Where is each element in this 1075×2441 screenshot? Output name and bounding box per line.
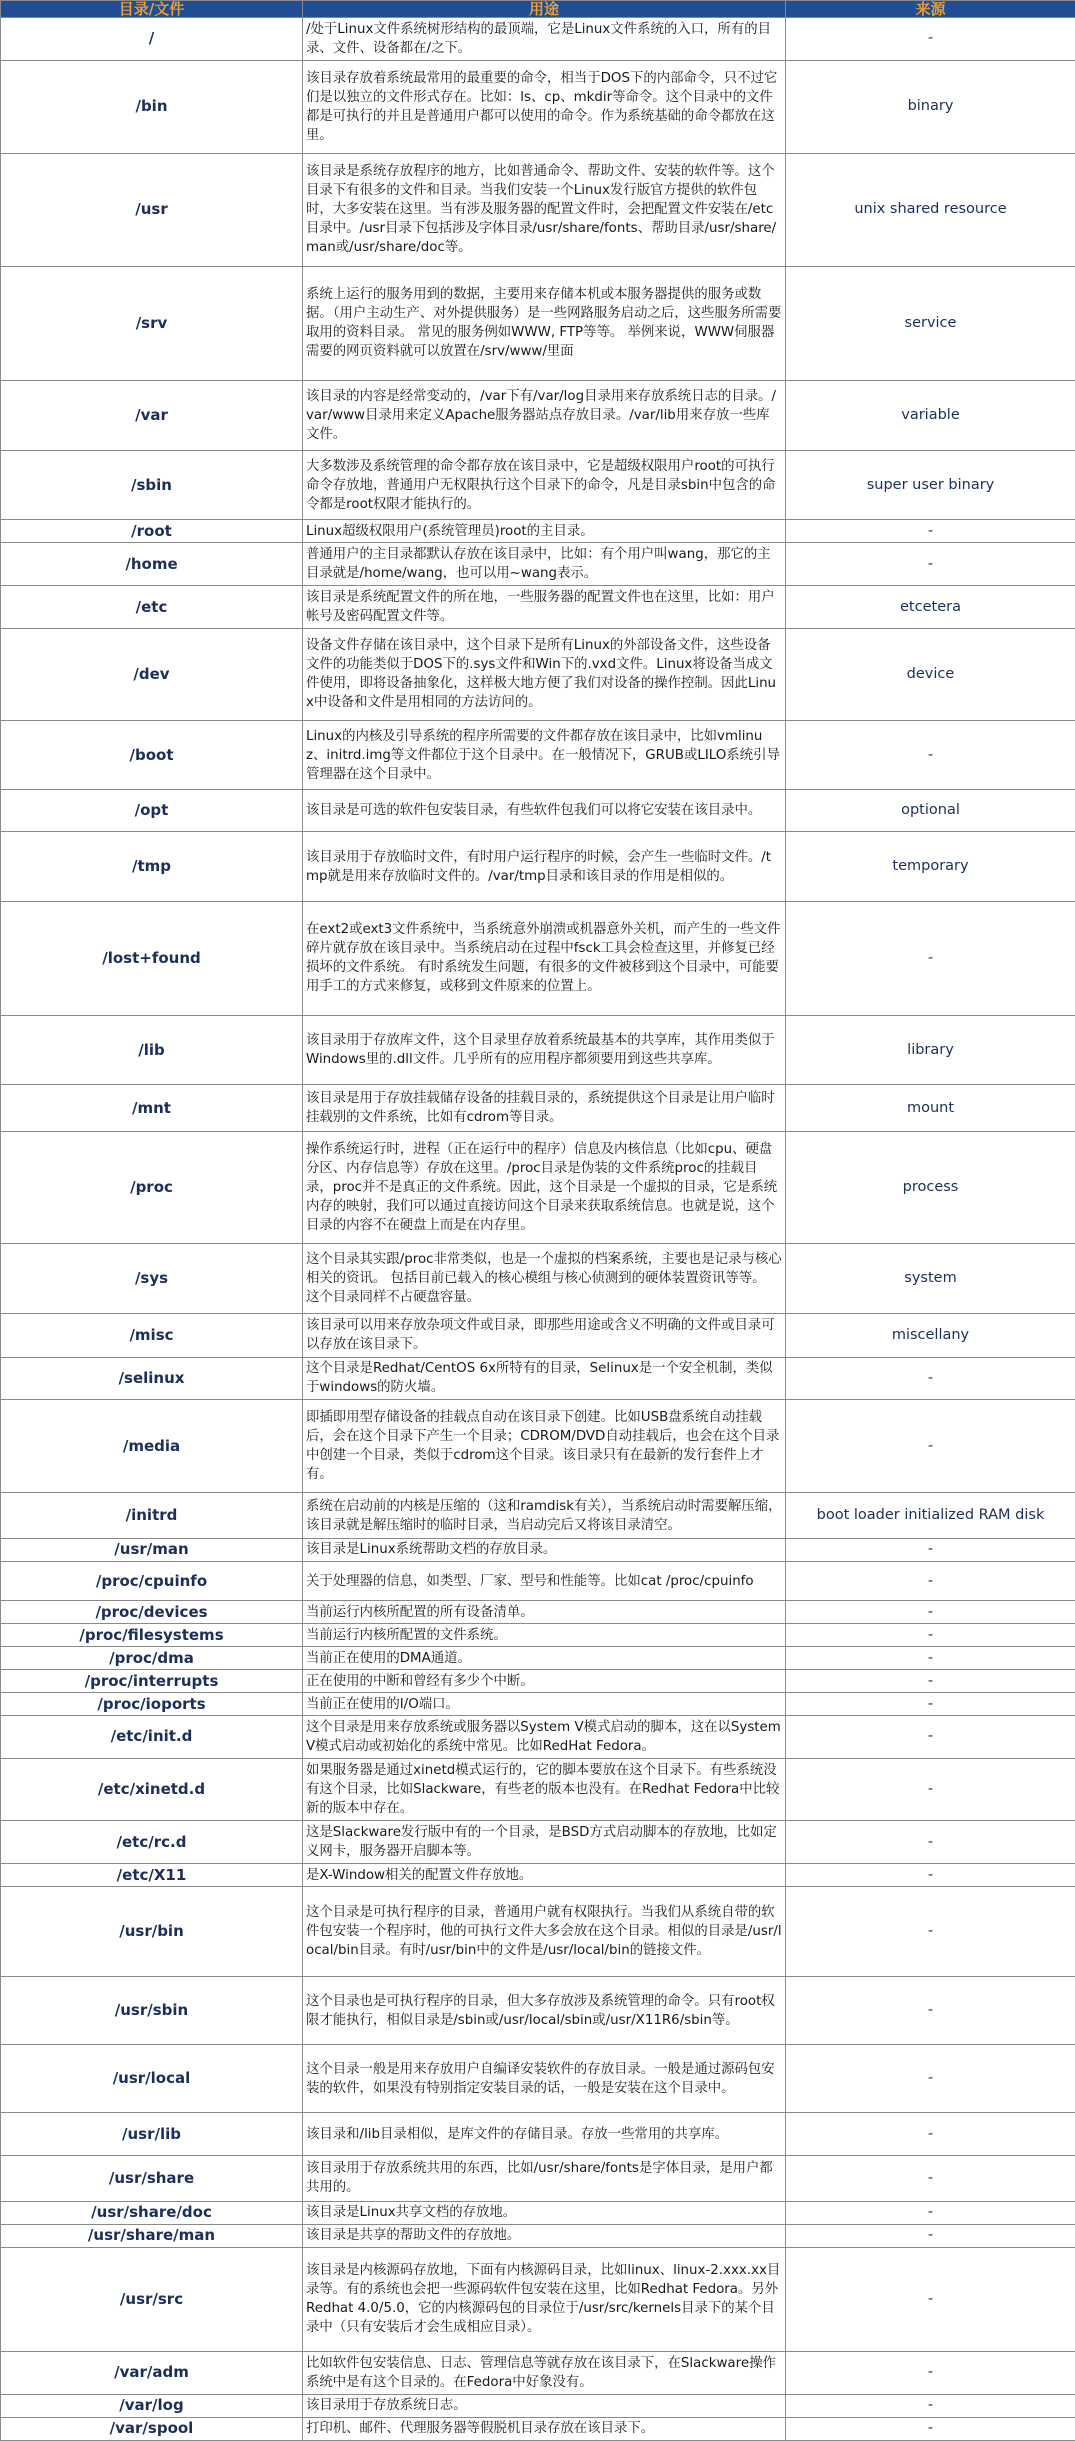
source-cell: - [786,543,1075,586]
directory-cell: /etc/rc.d [1,1821,303,1864]
directory-cell: /home [1,543,303,586]
table-row [1,628,1075,720]
table-row [1,1357,1075,1400]
purpose-cell: 该目录用于存放库文件，这个目录里存放着系统最基本的共享库，其作用类似于Windows里的.dll文件。几乎所有的应用程序都须要用到这些共享库。 [303,1015,786,1085]
directory-cell: /usr/share/man [1,2224,303,2247]
purpose-cell: 比如软件包安装信息、日志、管理信息等就存放在该目录下，在Slackware操作系统中是有这个目录的。在Fedora中好象没有。 [303,2351,786,2394]
source-cell: - [786,1670,1075,1693]
table-row [1,1821,1075,1864]
directory-cell: /selinux [1,1357,303,1400]
purpose-cell: 该目录是系统配置文件的所在地，一些服务器的配置文件也在这里，比如：用户帐号及密码配置文件等。 [303,586,786,629]
directory-cell: /etc/init.d [1,1716,303,1759]
purpose-cell: 当前正在使用的DMA通道。 [303,1647,786,1670]
table-body [1,18,1075,2441]
source-cell: miscellany [786,1313,1075,1357]
header-source: 来源 [786,1,1075,18]
table-row [1,520,1075,543]
table-row [1,2224,1075,2247]
table-row [1,586,1075,629]
directory-cell: /etc/xinetd.d [1,1758,303,1821]
directory-cell: /bin [1,60,303,153]
purpose-cell: Linux的内核及引导系统的程序所需要的文件都存放在该目录中，比如vmlinuz、initrd.img等文件都位于这个目录中。在一般情况下，GRUB或LILO系统引导管理器在这个目录中。 [303,720,786,790]
directory-cell: /proc/cpuinfo [1,1561,303,1601]
purpose-cell: 即插即用型存储设备的挂载点自动在该目录下创建。比如USB盘系统自动挂载后，会在这个目录下产生一个目录；CDROM/DVD自动挂载后，也会在这个目录中创建一个目录，类似于cdrom这个目录。该目录只有在最新的发行套件上才有。 [303,1400,786,1493]
directory-cell: /proc/ioports [1,1693,303,1716]
table-row [1,1601,1075,1624]
purpose-cell: 该目录和/lib目录相似，是库文件的存储目录。存放一些常用的共享库。 [303,2113,786,2156]
source-cell: - [786,2247,1075,2351]
directory-cell: /mnt [1,1085,303,1132]
directory-cell: /usr [1,153,303,267]
directory-cell: /usr/bin [1,1887,303,1977]
directory-cell: /misc [1,1313,303,1357]
directory-cell: /usr/src [1,2247,303,2351]
table-row [1,1132,1075,1244]
purpose-cell: 当前运行内核所配置的所有设备清单。 [303,1601,786,1624]
purpose-cell: 这个目录其实跟/proc非常类似，也是一个虚拟的档案系统，主要也是记录与核心相关的资讯。 包括目前已载入的核心模组与核心侦测到的硬体装置资讯等等。 这个目录同样不占硬盘容量。 [303,1243,786,1313]
directory-cell: /proc/interrupts [1,1670,303,1693]
table-row [1,1085,1075,1132]
table-row [1,1716,1075,1759]
directory-cell: / [1,18,303,61]
directory-cell: /usr/man [1,1538,303,1561]
source-cell: - [786,720,1075,790]
table-row [1,18,1075,61]
table-row [1,1313,1075,1357]
table-row [1,1864,1075,1887]
purpose-cell: 在ext2或ext3文件系统中，当系统意外崩溃或机器意外关机，而产生的一些文件碎片就存放在该目录中。当系统启动在过程中fsck工具会检查这里，并修复已经损坏的文件系统。 有时系统发生问题，有很多的文件被移到这个目录中，可能要用手工的方式来修复，或移到文件原来的位置上。 [303,902,786,1016]
table-row [1,1693,1075,1716]
source-cell: service [786,267,1075,381]
purpose-cell: 该目录是Linux系统帮助文档的存放目录。 [303,1538,786,1561]
purpose-cell: 这个目录是Redhat/CentOS 6x所特有的目录，Selinux是一个安全机制，类似于windows的防火墙。 [303,1357,786,1400]
purpose-cell: 这是Slackware发行版中有的一个目录，是BSD方式启动脚本的存放地，比如定义网卡，服务器开启脚本等。 [303,1821,786,1864]
source-cell: - [786,1647,1075,1670]
table-row [1,2394,1075,2417]
purpose-cell: 这个目录一般是用来存放用户自编译安装软件的存放目录。一般是通过源码包安装的软件，如果没有特别指定安装目录的话，一般是安装在这个目录中。 [303,2045,786,2113]
directory-cell: /var/spool [1,2417,303,2440]
purpose-cell: 该目录的内容是经常变动的，/var下有/var/log目录用来存放系统日志的目录。/var/www目录用来定义Apache服务器站点存放目录。/var/lib用来存放一些库文件。 [303,380,786,450]
table-row [1,2247,1075,2351]
table-row [1,543,1075,586]
purpose-cell: 正在使用的中断和曾经有多少个中断。 [303,1670,786,1693]
directory-cell: /initrd [1,1493,303,1539]
purpose-cell: 当前运行内核所配置的文件系统。 [303,1624,786,1647]
purpose-cell: 该目录是内核源码存放地，下面有内核源码目录，比如linux、linux-2.xxx.xx目录等。有的系统也会把一些源码软件包安装在这里，比如Redhat Fedora。另外Redhat 4.0/5.0，它的内核源码包的目录位于/usr/src/kernels目录下的某个目录中（只有安装后才会生成相应目录）。 [303,2247,786,2351]
table-row [1,2045,1075,2113]
purpose-cell: Linux超级权限用户(系统管理员)root的主目录。 [303,520,786,543]
purpose-cell: 该目录是可选的软件包安装目录，有些软件包我们可以将它安装在该目录中。 [303,790,786,832]
directory-cell: /proc/dma [1,1647,303,1670]
directory-cell: /lib [1,1015,303,1085]
directory-cell: /usr/share/doc [1,2201,303,2224]
directory-cell: /srv [1,267,303,381]
source-cell: - [786,1624,1075,1647]
purpose-cell: 是X-Window相关的配置文件存放地。 [303,1864,786,1887]
source-cell: - [786,1821,1075,1864]
source-cell: unix shared resource [786,153,1075,267]
source-cell: - [786,2155,1075,2201]
table-row [1,2417,1075,2440]
directory-cell: /opt [1,790,303,832]
source-cell: - [786,1758,1075,1821]
directory-cell: /proc/filesystems [1,1624,303,1647]
purpose-cell: 该目录存放着系统最常用的最重要的命令，相当于DOS下的内部命令，只不过它们是以独立的文件形式存在。比如：ls、cp、mkdir等命令。这个目录中的文件都是可执行的并且是普通用户都可以使用的命令。作为系统基础的命令都放在这里。 [303,60,786,153]
table-row [1,153,1075,267]
table-row [1,720,1075,790]
directory-cell: /tmp [1,832,303,902]
source-cell: - [786,1400,1075,1493]
source-cell: - [786,1601,1075,1624]
directory-cell: /usr/lib [1,2113,303,2156]
table-row [1,2155,1075,2201]
purpose-cell: 该目录是Linux共享文档的存放地。 [303,2201,786,2224]
table-row [1,450,1075,520]
table-row [1,1758,1075,1821]
header-row [1,1,1075,18]
purpose-cell: 系统在启动前的内核是压缩的（这和ramdisk有关），当系统启动时需要解压缩，该目录就是解压缩时的临时目录，当启动完后又将该目录清空。 [303,1493,786,1539]
purpose-cell: 该目录用于存放系统日志。 [303,2394,786,2417]
source-cell: - [786,2201,1075,2224]
source-cell: - [786,1976,1075,2045]
table-row [1,1015,1075,1085]
purpose-cell: 普通用户的主目录都默认存放在该目录中，比如：有个用户叫wang，那它的主目录就是/home/wang，也可以用~wang表示。 [303,543,786,586]
table-row [1,1976,1075,2045]
table-row [1,1624,1075,1647]
source-cell: - [786,1693,1075,1716]
table-row [1,2113,1075,2156]
source-cell: - [786,2113,1075,2156]
purpose-cell: 系统上运行的服务用到的数据，主要用来存储本机或本服务器提供的服务或数据。（用户主动生产、对外提供服务）是一些网路服务启动之后，这些服务所需要取用的资料目录。 常见的服务例如WWW, FTP等等。 举例来说，WWW伺服器需要的网页资料就可以放置在/srv/www/里面 [303,267,786,381]
source-cell: mount [786,1085,1075,1132]
source-cell: - [786,520,1075,543]
purpose-cell: 这个目录是用来存放系统或服务器以System V模式启动的脚本，这在以System V模式启动或初始化的系统中常见。比如RedHat Fedora。 [303,1716,786,1759]
table-row [1,902,1075,1016]
source-cell: boot loader initialized RAM disk [786,1493,1075,1539]
table-row [1,1538,1075,1561]
source-cell: temporary [786,832,1075,902]
directory-cell: /var/log [1,2394,303,2417]
table-row [1,1670,1075,1693]
directory-cell: /root [1,520,303,543]
source-cell: library [786,1015,1075,1085]
table-row [1,1647,1075,1670]
table-row [1,60,1075,153]
table-row [1,2201,1075,2224]
source-cell: - [786,1357,1075,1400]
purpose-cell: 打印机、邮件、代理服务器等假脱机目录存放在该目录下。 [303,2417,786,2440]
purpose-cell: 该目录用于存放系统共用的东西，比如/usr/share/fonts是字体目录，是用户都共用的。 [303,2155,786,2201]
source-cell: - [786,1538,1075,1561]
header-directory: 目录/文件 [1,1,303,18]
source-cell: device [786,628,1075,720]
directory-cell: /var/adm [1,2351,303,2394]
purpose-cell: 该目录用于存放临时文件，有时用户运行程序的时候，会产生一些临时文件。/tmp就是用来存放临时文件的。/var/tmp目录和该目录的作用是相似的。 [303,832,786,902]
directory-cell: /boot [1,720,303,790]
source-cell: - [786,1561,1075,1601]
directory-cell: /sys [1,1243,303,1313]
source-cell: system [786,1243,1075,1313]
directory-cell: /sbin [1,450,303,520]
table-row [1,1561,1075,1601]
table-row [1,790,1075,832]
source-cell: optional [786,790,1075,832]
header-purpose: 用途 [303,1,786,18]
purpose-cell: 这个目录是可执行程序的目录，普通用户就有权限执行。当我们从系统自带的软件包安装一个程序时，他的可执行文件大多会放在这个目录。相似的目录是/usr/local/bin目录。有时/usr/bin中的文件是/usr/local/bin的链接文件。 [303,1887,786,1977]
directory-cell: /dev [1,628,303,720]
source-cell: - [786,2045,1075,2113]
directory-cell: /var [1,380,303,450]
source-cell: - [786,2394,1075,2417]
purpose-cell: 如果服务器是通过xinetd模式运行的，它的脚本要放在这个目录下。有些系统没有这个目录，比如Slackware，有些老的版本也没有。在Redhat Fedora中比较新的版本中存在。 [303,1758,786,1821]
source-cell: etcetera [786,586,1075,629]
table-row [1,2351,1075,2394]
source-cell: - [786,2417,1075,2440]
purpose-cell: 关于处理器的信息，如类型、厂家、型号和性能等。比如cat /proc/cpuinfo [303,1561,786,1601]
purpose-cell: 该目录是用于存放挂载储存设备的挂载目录的，系统提供这个目录是让用户临时挂载别的文件系统，比如有cdrom等目录。 [303,1085,786,1132]
directory-cell: /media [1,1400,303,1493]
purpose-cell: 大多数涉及系统管理的命令都存放在该目录中，它是超级权限用户root的可执行命令存放地，普通用户无权限执行这个目录下的命令，凡是目录sbin中包含的命令都是root权限才能执行的。 [303,450,786,520]
source-cell: - [786,1716,1075,1759]
table-row [1,380,1075,450]
directory-cell: /usr/local [1,2045,303,2113]
table-row [1,267,1075,381]
table-row [1,1493,1075,1539]
directory-cell: /etc [1,586,303,629]
directory-cell: /usr/sbin [1,1976,303,2045]
directory-cell: /etc/X11 [1,1864,303,1887]
source-cell: - [786,1864,1075,1887]
source-cell: binary [786,60,1075,153]
source-cell: - [786,18,1075,61]
source-cell: - [786,2224,1075,2247]
source-cell: super user binary [786,450,1075,520]
purpose-cell: 设备文件存储在该目录中，这个目录下是所有Linux的外部设备文件，这些设备文件的功能类似于DOS下的.sys文件和Win下的.vxd文件。Linux将设备当成文件使用，即将设备抽象化，这样极大地方便了我们对设备的操作控制。因此Linux中设备和文件是用相同的方法访问的。 [303,628,786,720]
source-cell: - [786,2351,1075,2394]
directory-cell: /proc/devices [1,1601,303,1624]
source-cell: - [786,1887,1075,1977]
purpose-cell: 这个目录也是可执行程序的目录，但大多存放涉及系统管理的命令。只有root权限才能执行，相似目录是/sbin或/usr/local/sbin或/usr/X11R6/sbin等。 [303,1976,786,2045]
table-row [1,1887,1075,1977]
source-cell: - [786,902,1075,1016]
source-cell: process [786,1132,1075,1244]
table-row [1,1243,1075,1313]
directory-cell: /usr/share [1,2155,303,2201]
directory-cell: /lost+found [1,902,303,1016]
purpose-cell: 操作系统运行时，进程（正在运行中的程序）信息及内核信息（比如cpu、硬盘分区、内存信息等）存放在这里。/proc目录是伪装的文件系统proc的挂载目录，proc并不是真正的文件系统。因此，这个目录是一个虚拟的目录，它是系统内存的映射，我们可以通过直接访问这个目录来获取系统信息。也就是说，这个目录的内容不在硬盘上而是在内存里。 [303,1132,786,1244]
purpose-cell: /处于Linux文件系统树形结构的最顶端，它是Linux文件系统的入口，所有的目录、文件、设备都在/之下。 [303,18,786,61]
table-row [1,832,1075,902]
source-cell: variable [786,380,1075,450]
directory-cell: /proc [1,1132,303,1244]
purpose-cell: 该目录是共享的帮助文件的存放地。 [303,2224,786,2247]
purpose-cell: 该目录是系统存放程序的地方，比如普通命令、帮助文件、安装的软件等。这个目录下有很多的文件和目录。当我们安装一个Linux发行版官方提供的软件包时，大多安装在这里。当有涉及服务器的配置文件时，会把配置文件安装在/etc目录中。/usr目录下包括涉及字体目录/usr/share/fonts、帮助目录/usr/share/man或/usr/share/doc等。 [303,153,786,267]
table-row [1,1400,1075,1493]
purpose-cell: 当前正在使用的I/O端口。 [303,1693,786,1716]
purpose-cell: 该目录可以用来存放杂项文件或目录，即那些用途或含义不明确的文件或目录可以存放在该目录下。 [303,1313,786,1357]
